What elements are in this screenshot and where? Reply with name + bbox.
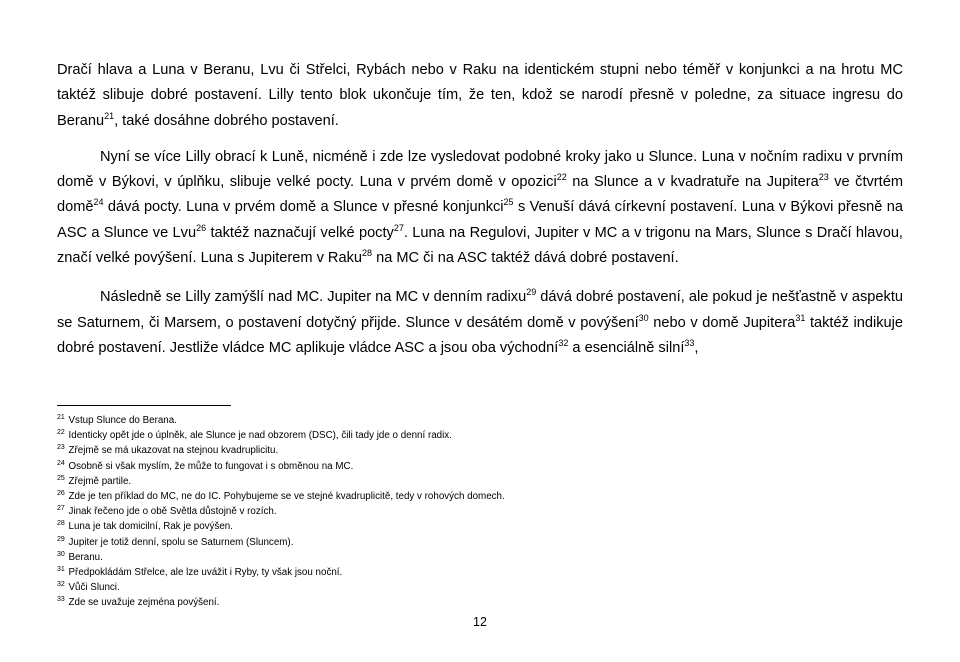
footnote-text: Vstup Slunce do Berana. [65,415,177,426]
footnote-number: 22 [57,429,65,437]
footnote-item [57,595,903,610]
footnote-item [57,459,903,474]
paragraph-text: Nyní se více Lilly obrací k Luně, nicméně i zde lze vysledovat podobné kroky jako u Slunce. Luna v nočním radixu v prvním domě v Býkovi, v úplňku, slibuje velké pocty. Luna v prvém domě v opozici [57,148,903,191]
paragraph-text: s Venuší dává církevní postavení. Luna v Býkovi přesně na ASC a Slunce ve Lvu [57,199,903,241]
footnote-number: 33 [57,596,65,604]
footnote-separator [57,405,231,406]
paragraph-text: , také dosáhne dobrého postavení. [114,112,339,129]
paragraph-text: nebo v domě Jupitera [648,314,796,331]
footnote-ref: 27 [393,222,404,233]
paragraph-text: na Slunce a v kvadratuře na Jupitera [566,174,819,191]
footnote-item [57,580,903,595]
footnote-number: 25 [57,474,65,482]
footnote-number: 23 [57,444,65,452]
footnote-ref: 22 [556,172,567,183]
footnote-number: 26 [57,490,65,498]
footnote-number: 27 [57,505,65,513]
footnote-number: 28 [57,520,65,528]
footnote-number: 21 [57,414,65,421]
footnote-text: Zřejmě partile. [65,475,132,487]
footnote-item [57,413,903,428]
paragraph-text: dává pocty. Luna v prvém domě a Slunce v přesné konjunkci [103,199,504,216]
footnote-ref: 31 [795,312,806,323]
footnote-number: 24 [57,459,65,467]
paragraph-text: taktéž indikuje dobré postavení. Jestliže vládce MC aplikuje vládce ASC a jsou oba východní [57,314,904,356]
footnote-text: Zde je ten příklad do MC, ne do IC. Pohybujeme se ve stejné kvadruplicitě, tedy v rohových domech. [65,491,505,503]
footnotes-list [57,413,903,611]
footnote-ref: 28 [362,248,373,259]
footnote-number: 30 [57,550,65,558]
footnote-ref: 33 [684,337,695,348]
paragraph-text: Dračí hlava a Luna v Beranu, Lvu či Střelci, Rybách nebo v Raku na identickém stupni nebo téměř v konjunkci a na hrotu MC taktéž slibuje dobré postavení. Lilly tento blok ukončuje tím, že ten, kdož se narodí přesně v poledne, za situace ingresu do Beranu [57,62,903,129]
paragraph-text: na MC či na ASC taktéž dává dobré postavení. [372,250,679,267]
page-number: 12 [473,615,487,629]
footnote-text: Vůči Slunci. [65,582,120,594]
paragraph-text: dává dobré postavení, ale pokud je nešťastně v aspektu se Saturnem, či Marsem, o postavení dotyčný přijde. Slunce v desátém domě v povýšení [57,289,904,331]
paragraph-text: ve čtvrtém domě [57,174,903,216]
paragraph-1 [57,58,903,134]
footnote-item [57,489,903,504]
footnote-number: 32 [57,581,65,589]
footnote-text: Beranu. [65,551,103,563]
footnote-text: Jupiter je totiž denní, spolu se Saturnem (Sluncem). [65,536,294,548]
paragraph-text: taktéž naznačují velké pocty [206,224,394,241]
footnote-ref: 21 [104,110,115,121]
footnote-item [57,550,903,565]
footnote-text: Luna je tak domicilní, Rak je povýšen. [65,521,233,533]
footnote-ref: 25 [503,197,514,208]
footnote-ref: 24 [93,197,104,208]
footnote-ref: 23 [818,172,829,183]
paragraph-2 [57,145,903,271]
footnote-ref: 29 [526,287,537,298]
footnote-item [57,565,903,580]
footnote-ref: 32 [558,337,569,348]
paragraph-text: Následně se Lilly zamýšlí nad MC. Jupiter na MC v denním radixu [100,289,527,306]
footnote-text: Zřejmě se má ukazovat na stejnou kvadruplicitu. [65,445,279,457]
paragraph-text: . Luna na Regulovi, Jupiter v MC a v trigonu na Mars, Slunce s Dračí hlavou, značí velké povýšení. Luna s Jupiterem v Raku [57,224,903,267]
footnote-item [57,474,903,489]
footnote-item [57,535,903,550]
footnote-number: 31 [57,566,65,574]
footnote-text: Zde se uvažuje zejména povýšení. [65,597,220,609]
footnote-item [57,504,903,519]
footnote-ref: 30 [638,312,649,323]
footnote-text: Jinak řečeno jde o obě Světla důstojně v rozích. [65,506,277,518]
paragraph-text: , [694,339,699,356]
footnote-text: Předpokládám Střelce, ale lze uvážit i Ryby, ty však jsou noční. [65,567,343,579]
footnote-ref: 26 [196,222,207,233]
footnote-item [57,519,903,534]
body-text [57,58,903,361]
footnote-item [57,443,903,458]
paragraph-3 [57,285,903,361]
paragraph-text: a esenciálně silní [568,339,685,356]
footnote-item [57,428,903,443]
footnote-text: Osobně si však myslím, že může to fungovat i s obměnou na MC. [65,460,354,472]
footnote-text: Identicky opět jde o úplněk, ale Slunce je nad obzorem (DSC), čili tady jde o denní radix. [65,430,452,442]
footnote-number: 29 [57,535,65,543]
